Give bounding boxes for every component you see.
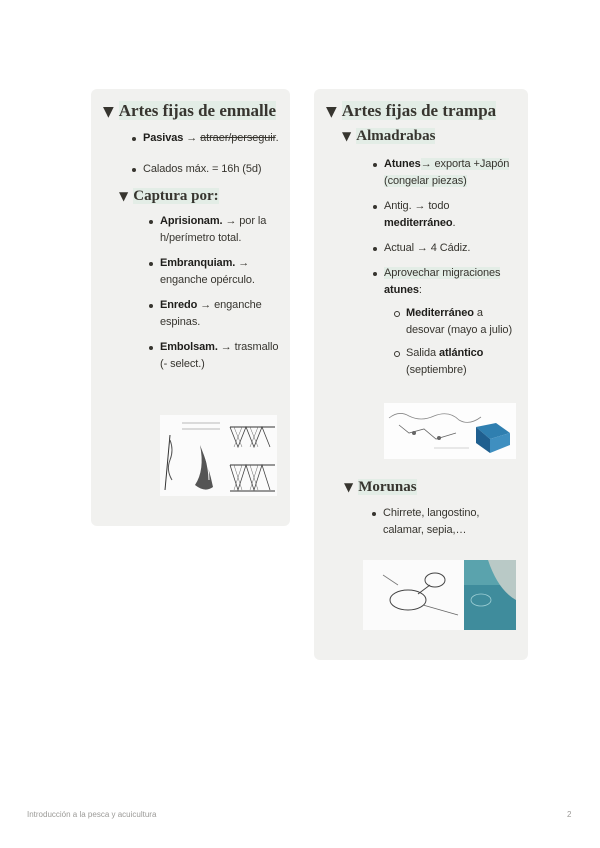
list-item: Calados máx. = 16h (5d): [143, 161, 280, 178]
list-item: Salida atlántico (septiembre): [406, 345, 524, 379]
list-item: Aprovechar migraciones atunes:: [384, 265, 519, 299]
list-item: Actual → 4 Cádiz.: [384, 240, 519, 257]
toggle-heading-almadrabas[interactable]: ▼ Almadrabas: [342, 128, 436, 144]
triangle-down-icon[interactable]: ▼: [344, 480, 354, 494]
list-item: Enredo → enganche espinas.: [160, 297, 285, 331]
toggle-heading-captura[interactable]: ▼ Captura por:: [119, 188, 219, 204]
migraciones-list: [406, 305, 524, 379]
gillnet-diagram-image: [160, 415, 277, 496]
captura-list: [160, 213, 285, 373]
list-item: Embolsam. → trasmallo (- select.): [160, 339, 285, 373]
list-item: Atunes→ exporta +Japón (congelar piezas): [384, 156, 519, 190]
toggle-heading-trampa[interactable]: ▼ Artes fijas de trampa: [326, 101, 497, 120]
net-sketch-icon: [160, 415, 277, 496]
list-item: Aprisionam. → por la h/perímetro total.: [160, 213, 285, 247]
map-sketch-icon: [384, 403, 516, 459]
list-item: Embranquiam. → enganche opérculo.: [160, 255, 285, 289]
triangle-down-icon[interactable]: ▼: [342, 129, 352, 143]
list-item: Mediterráneo a desovar (mayo a julio): [406, 305, 524, 339]
moruna-images: [363, 560, 516, 630]
triangle-down-icon[interactable]: ▼: [326, 104, 337, 120]
list-item: Pasivas → atraer/perseguir.: [143, 130, 280, 147]
almadrabas-list: [384, 156, 519, 299]
footer-title: Introducción a la pesca y acuicultura: [27, 810, 157, 819]
moruna-sketch-icon: [363, 560, 516, 630]
heading-text: Artes fijas de enmalle: [118, 101, 276, 120]
almadraba-map-image: [384, 403, 516, 459]
list-item: Chirrete, langostino, calamar, sepia,…: [383, 505, 508, 539]
toggle-heading-morunas[interactable]: ▼ Morunas: [344, 479, 417, 495]
triangle-down-icon[interactable]: ▼: [119, 189, 129, 203]
triangle-down-icon[interactable]: ▼: [103, 104, 114, 120]
morunas-list: [383, 505, 508, 539]
page-number: 2: [567, 810, 572, 819]
list-item: Antig. → todo mediterráneo.: [384, 198, 519, 232]
enmalle-list: [143, 130, 280, 178]
toggle-heading-enmalle[interactable]: [103, 99, 280, 124]
